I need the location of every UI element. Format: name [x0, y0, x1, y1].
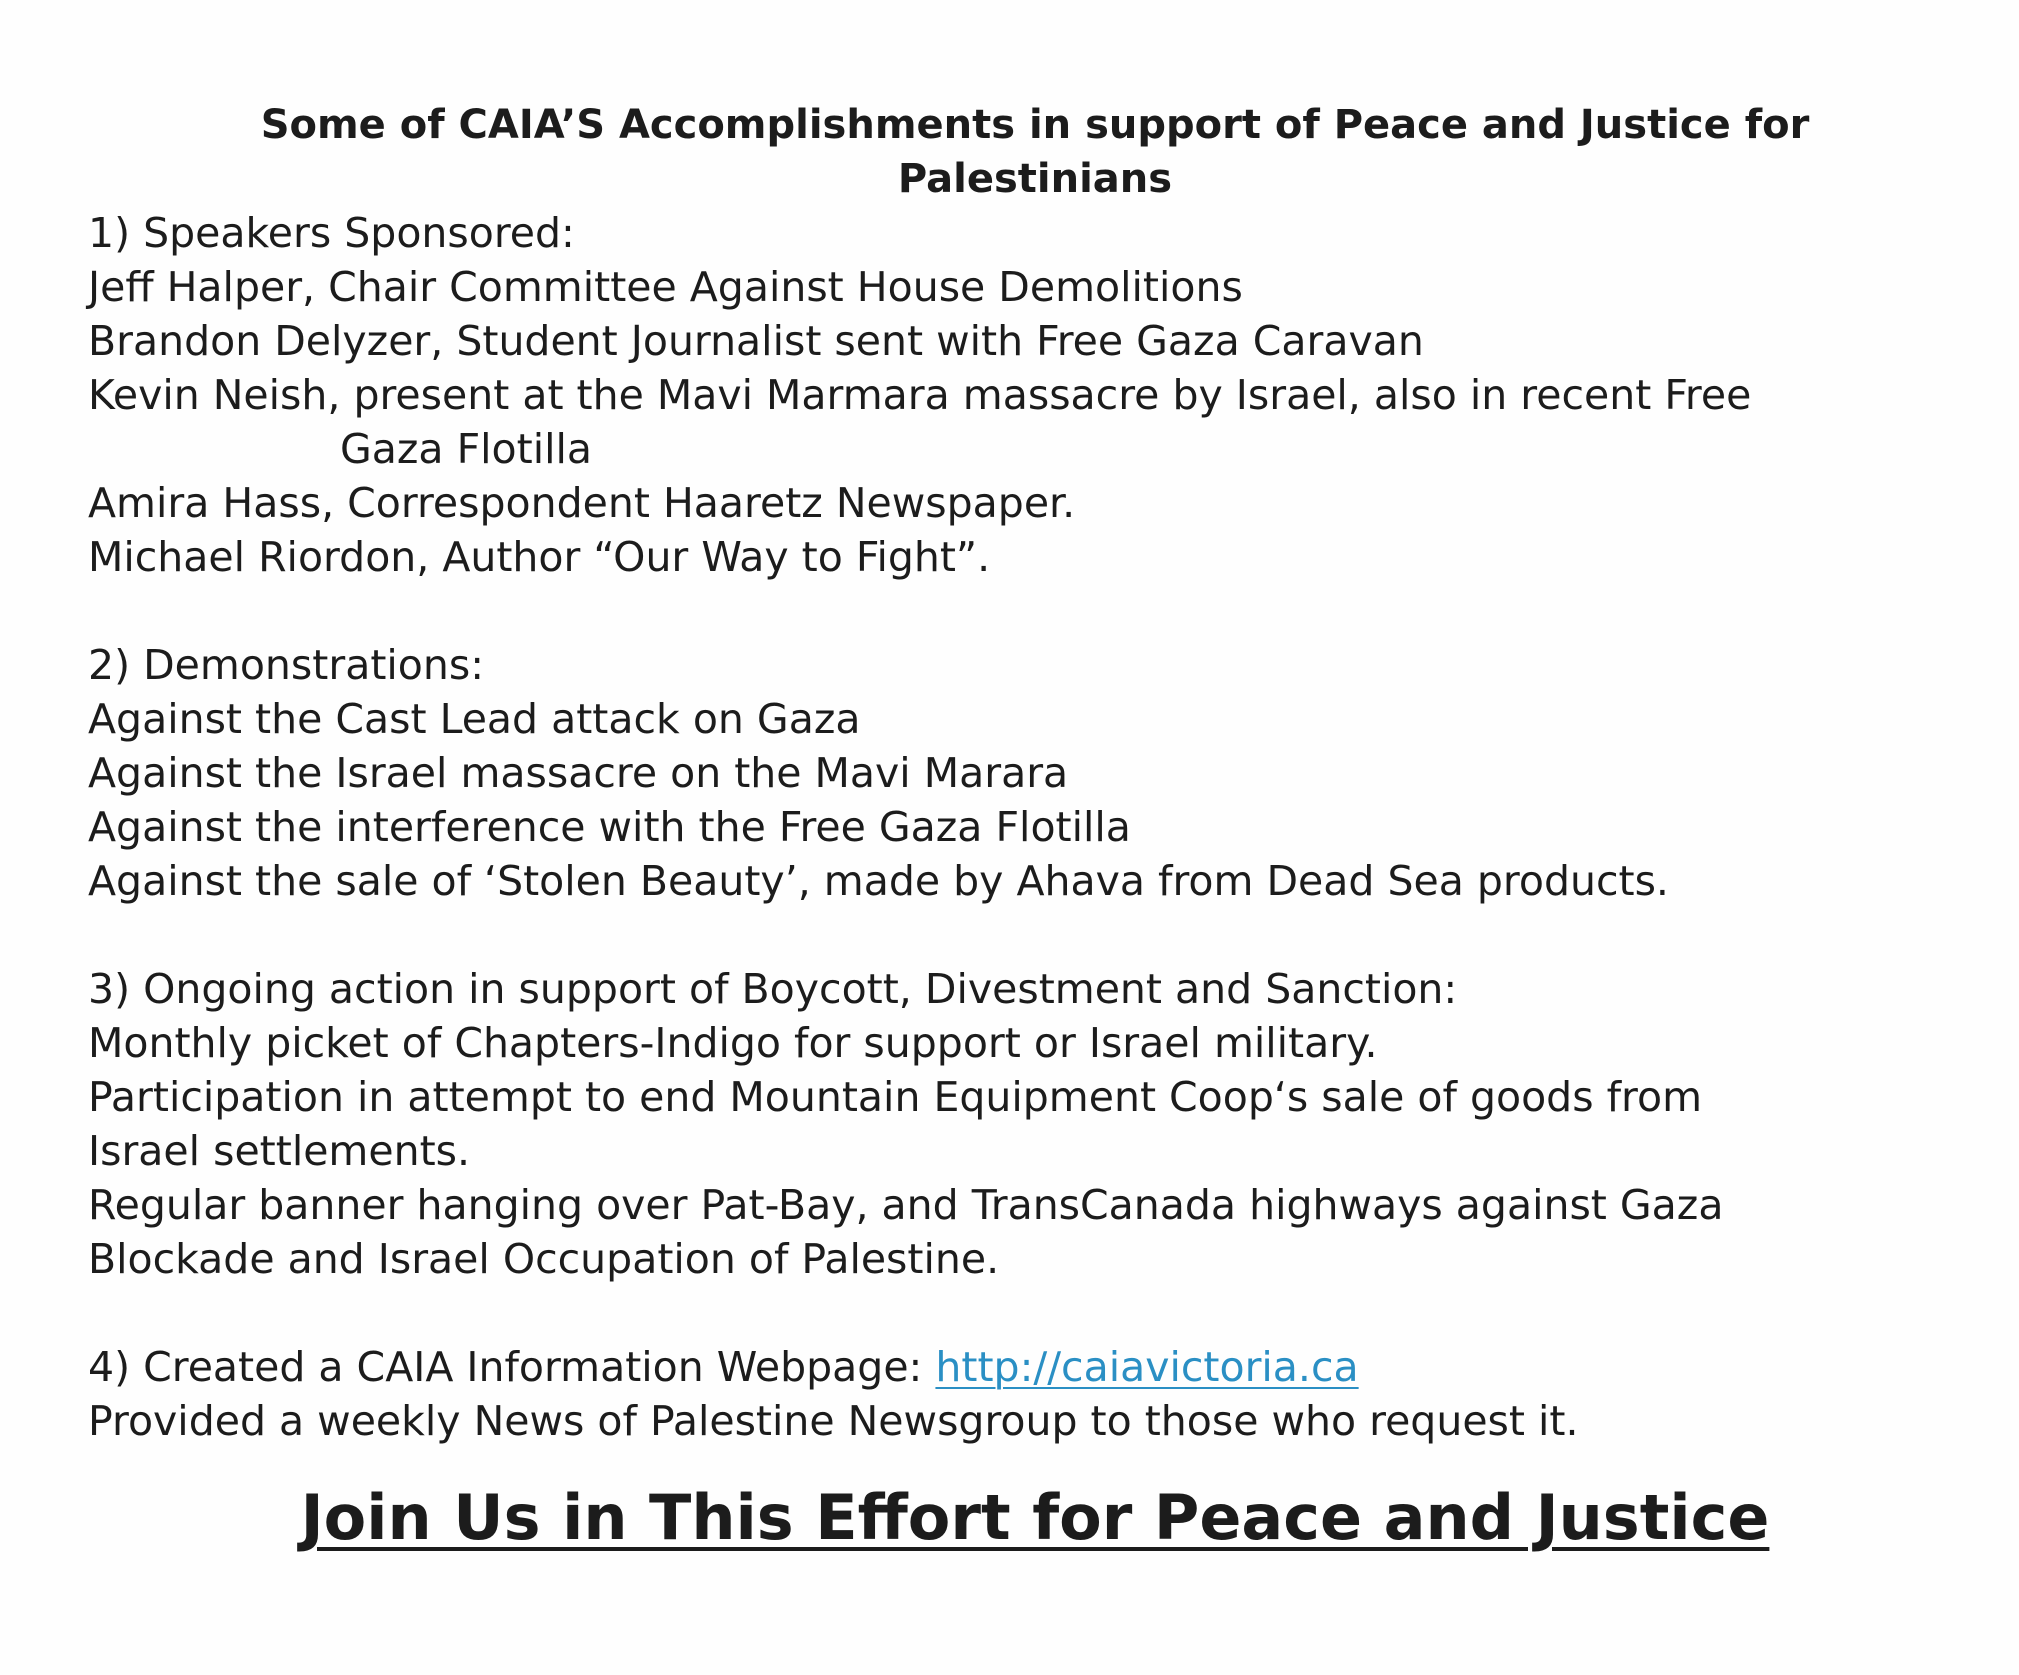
document-title [100, 98, 1970, 206]
document-body [88, 206, 1968, 1502]
list-item: Monthly picket of Chapters-Indigo for support or Israel military. [88, 1019, 1378, 1067]
section-heading-row [88, 1340, 1968, 1394]
section-heading: 3) Ongoing action in support of Boycott, Divestment and Sanction: [88, 965, 1458, 1013]
list-item: Michael Riordon, Author “Our Way to Fight”. [88, 533, 991, 581]
list-item: Israel settlements. [88, 1127, 471, 1175]
section-speakers [88, 206, 1968, 584]
title-line-1: Some of CAIA’S Accomplishments in support of Peace and Justice for [260, 102, 1810, 148]
call-to-action [100, 1480, 1970, 1556]
section-demonstrations [88, 638, 1968, 908]
website-link[interactable]: http://caiavictoria.ca [935, 1343, 1359, 1391]
list-item: Against the sale of ‘Stolen Beauty’, made by Ahava from Dead Sea products. [88, 857, 1669, 905]
list-item: Kevin Neish, present at the Mavi Marmara massacre by Israel, also in recent Free [88, 371, 1752, 419]
section-heading: 1) Speakers Sponsored: [88, 209, 575, 257]
list-item: Against the interference with the Free Gaza Flotilla [88, 803, 1131, 851]
list-item: Provided a weekly News of Palestine Newsgroup to those who request it. [88, 1397, 1579, 1445]
footer-text: Join Us in This Effort for Peace and Justice [300, 1481, 1770, 1554]
list-item: Jeff Halper, Chair Committee Against House Demolitions [88, 263, 1243, 311]
list-item: Brandon Delyzer, Student Journalist sent with Free Gaza Caravan [88, 317, 1424, 365]
list-item-continuation: Gaza Flotilla [340, 425, 593, 473]
list-item: Participation in attempt to end Mountain Equipment Coop‘s sale of goods from [88, 1073, 1703, 1121]
section-heading: 4) Created a CAIA Information Webpage: [88, 1343, 936, 1391]
title-line-2: Palestinians [897, 156, 1173, 202]
list-item: Blockade and Israel Occupation of Palestine. [88, 1235, 1000, 1283]
list-item: Against the Israel massacre on the Mavi Marara [88, 749, 1069, 797]
section-heading: 2) Demonstrations: [88, 641, 485, 689]
list-item: Regular banner hanging over Pat-Bay, and TransCanada highways against Gaza [88, 1181, 1724, 1229]
list-item: Against the Cast Lead attack on Gaza [88, 695, 861, 743]
section-bds [88, 962, 1968, 1286]
list-item: Amira Hass, Correspondent Haaretz Newspaper. [88, 479, 1076, 527]
section-webpage [88, 1340, 1968, 1448]
